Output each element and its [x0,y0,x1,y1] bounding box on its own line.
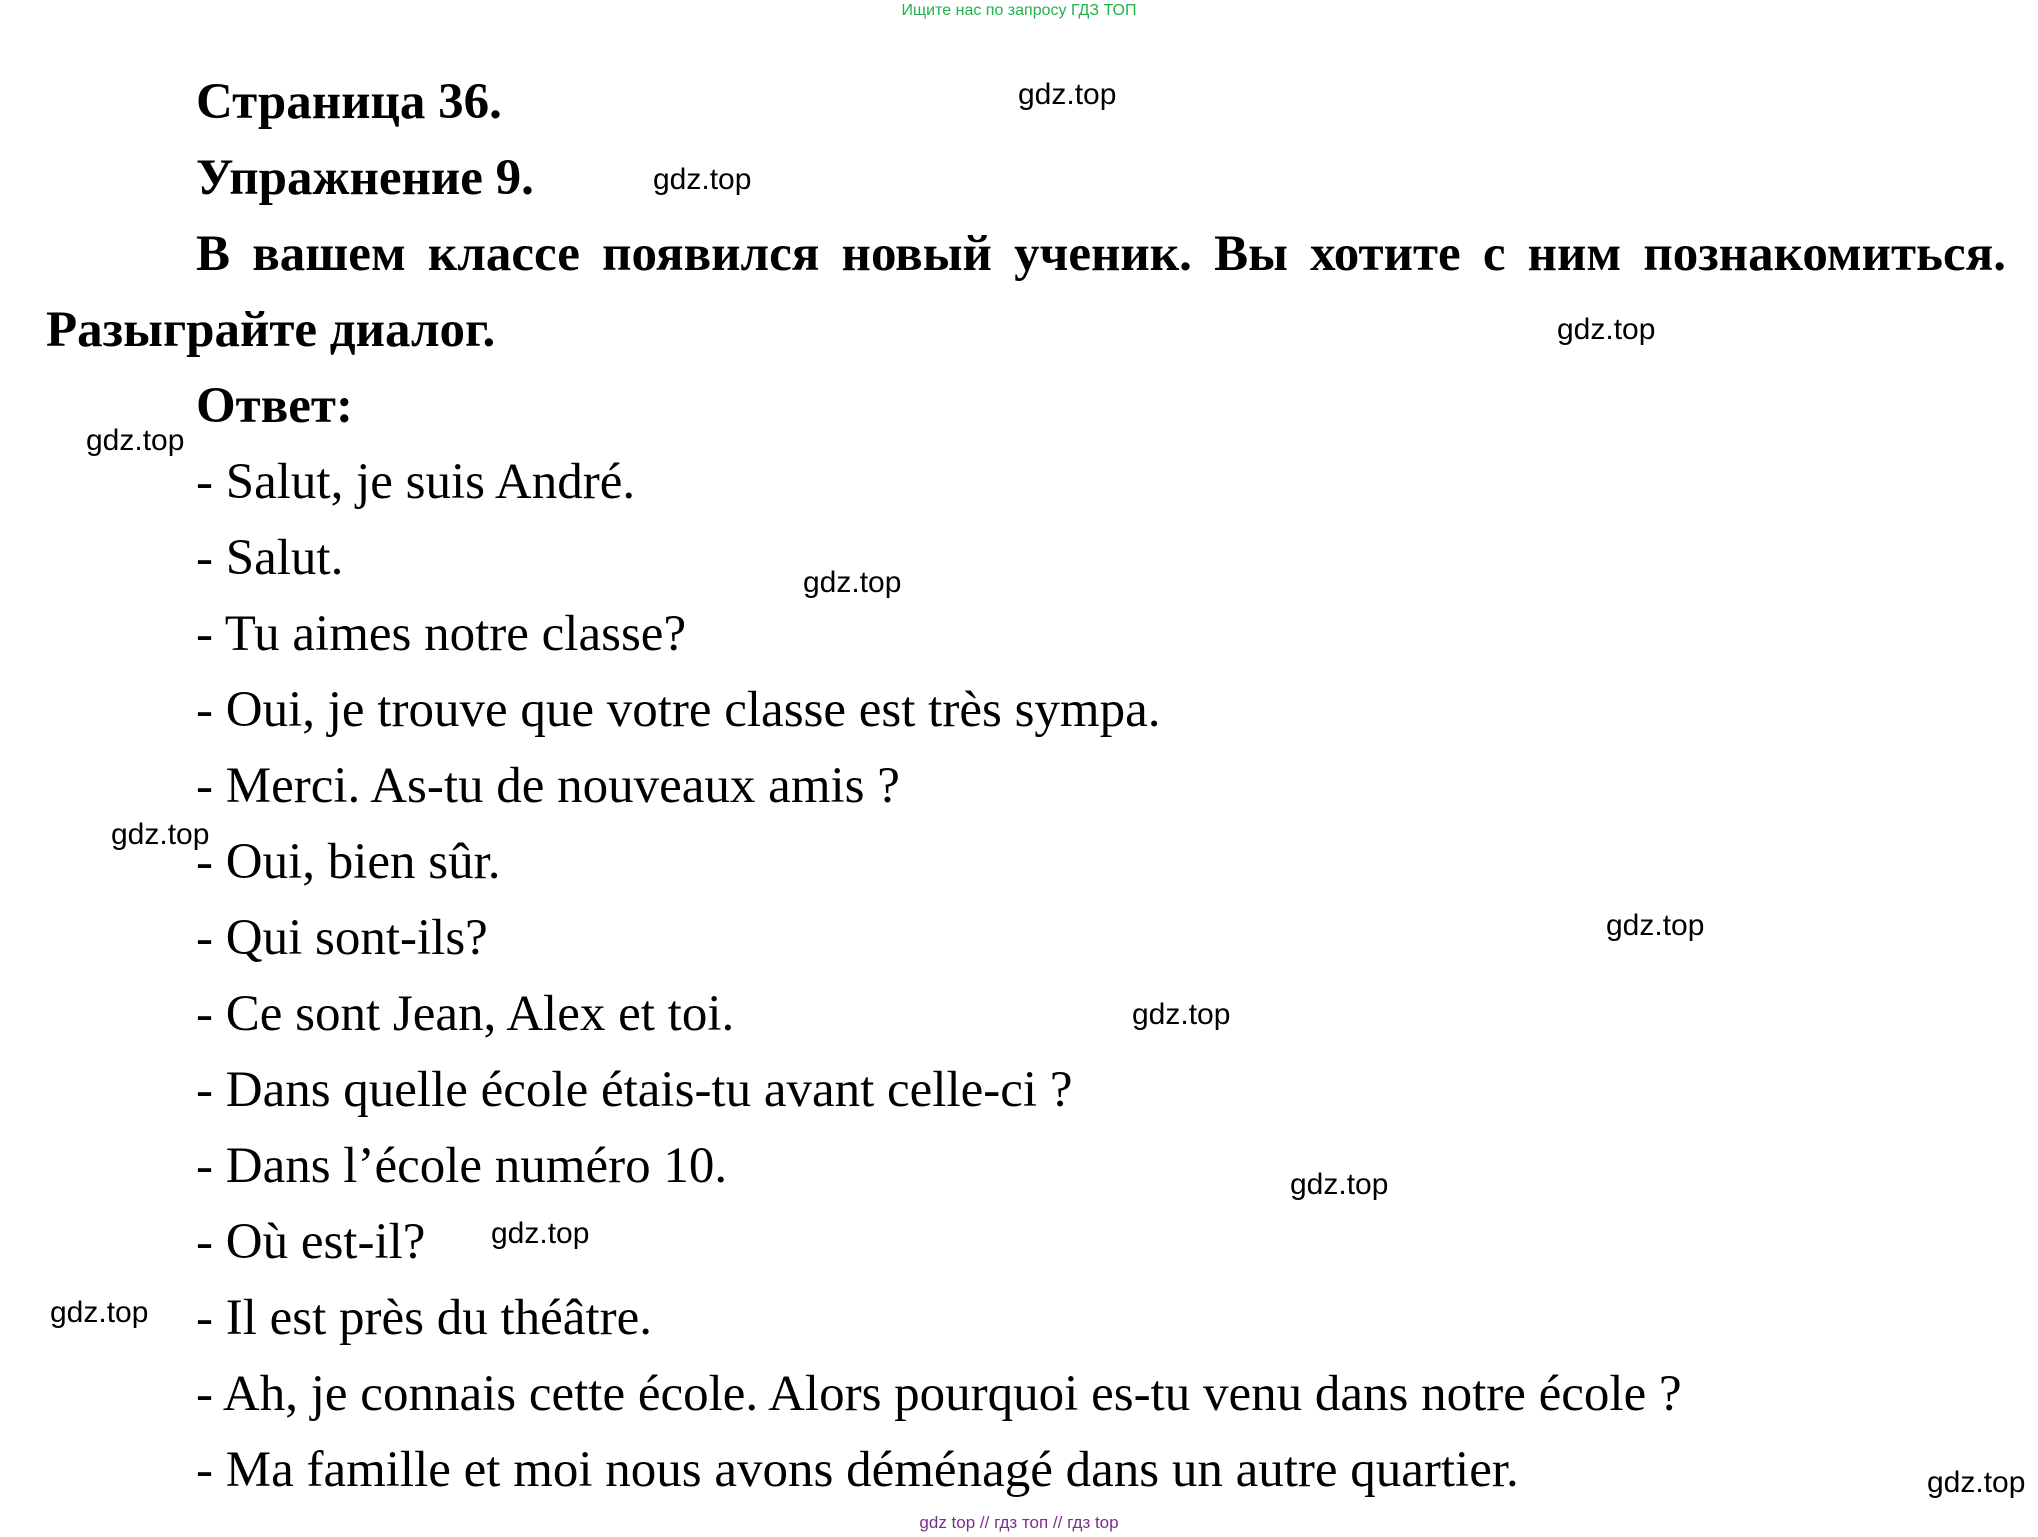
dialog-line: - Dans quelle école étais-tu avant celle-ci ? [196,1062,1073,1118]
page-heading: Страница 36. [196,74,502,130]
dialog-line: - Ah, je connais cette école. Alors pourquoi es-tu venu dans notre école ? [196,1366,1682,1422]
bottom-footer: gdz top // гдз топ // гдз top [919,1513,1119,1532]
dialog-line: - Tu aimes notre classe? [196,606,687,662]
watermark: gdz.top [803,566,902,599]
answer-label: Ответ: [196,378,353,434]
dialog-line: - Salut. [196,530,344,586]
exercise-heading: Упражнение 9. [196,150,534,206]
dialog-line: - Où est-il? [196,1214,426,1270]
dialog-line: - Ce sont Jean, Alex et toi. [196,986,735,1042]
top-banner: Ищите нас по запросу ГДЗ ТОП [901,2,1137,19]
dialog-line: - Salut, je suis André. [196,454,636,510]
watermark: gdz.top [1927,1466,2026,1499]
watermark: gdz.top [491,1217,590,1250]
dialog-list [46,444,2006,1508]
dialog-line: - Oui, je trouve que votre classe est très sympa. [196,682,1161,738]
watermark: gdz.top [50,1296,149,1329]
watermark: gdz.top [1018,78,1117,111]
watermark: gdz.top [86,424,185,457]
watermark: gdz.top [653,163,752,196]
dialog-line: - Qui sont-ils? [196,910,488,966]
watermark: gdz.top [111,818,210,851]
dialog-line: - Oui, bien sûr. [196,834,501,890]
dialog-line: - Il est près du théâtre. [196,1290,652,1346]
dialog-line: - Ma famille et moi nous avons déménagé dans un autre quartier. [196,1442,1519,1498]
watermark: gdz.top [1606,909,1705,942]
watermark: gdz.top [1557,313,1656,346]
exercise-content [46,64,2006,1508]
task-text: В вашем классе появился новый ученик. Вы хотите с ним познакомиться. Разыграйте диалог. [46,226,2006,358]
watermark: gdz.top [1290,1168,1389,1201]
dialog-line: - Dans l’école numéro 10. [196,1138,728,1194]
dialog-line: - Merci. As-tu de nouveaux amis ? [196,758,900,814]
watermark: gdz.top [1132,998,1231,1031]
